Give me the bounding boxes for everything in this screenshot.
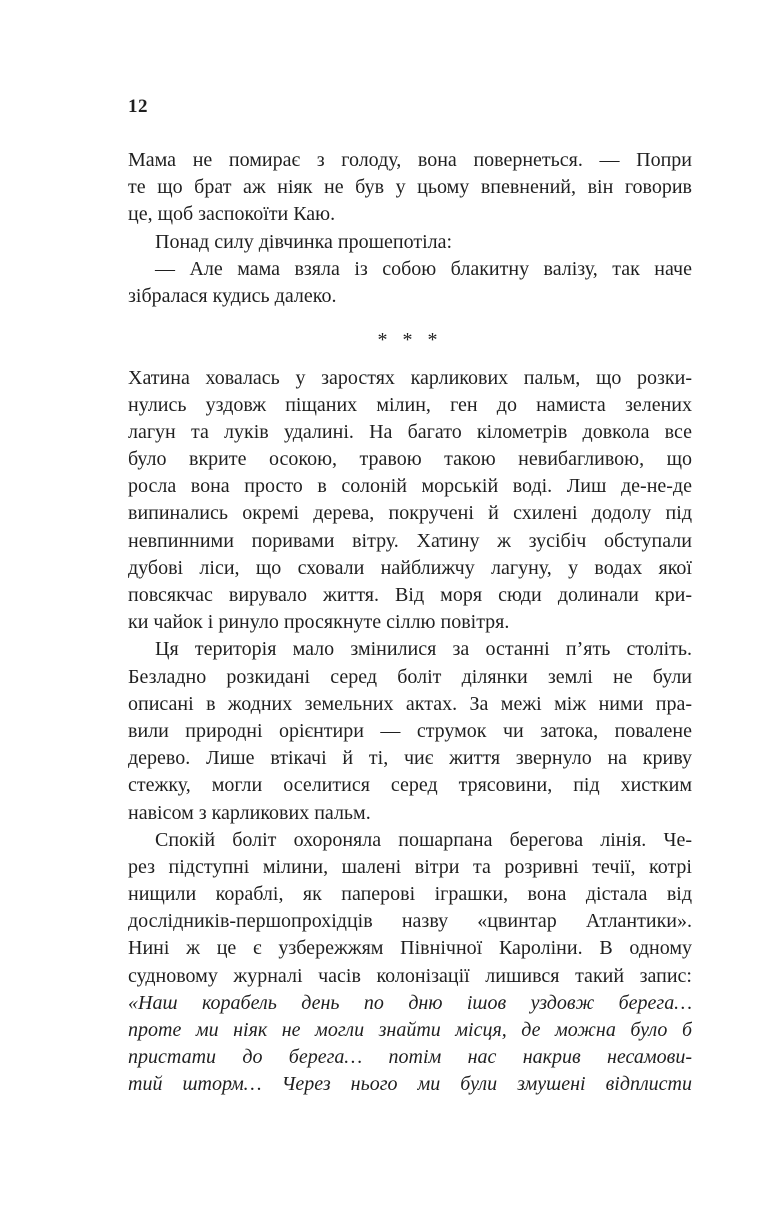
- page-number: 12: [128, 96, 148, 117]
- text-line: ки чайок і ринуло просякнуте сіллю повітря.: [128, 611, 510, 634]
- text-line: вили природні орієнтири — струмок чи затока, повалене: [128, 719, 692, 742]
- text-line: це, щоб заспокоїти Каю.: [128, 203, 336, 226]
- text-line: Спокій боліт охороняла пошарпана берегова лінія. Че-: [155, 828, 692, 851]
- text-line: Безладно розкидані серед боліт ділянки землі не були: [128, 665, 692, 688]
- text-line: Понад силу дівчинка прошепотіла:: [155, 230, 453, 253]
- paragraph: [128, 827, 692, 1099]
- text-line: описані в жодних земельних актах. За межі між ними пра-: [128, 692, 692, 715]
- text-line: навісом з карликових пальм.: [128, 801, 371, 824]
- paragraph: [128, 256, 692, 310]
- paragraph: [128, 147, 692, 229]
- section-separator: * * *: [377, 328, 443, 351]
- text-line: судновому журналі часів колонізації лишився такий запис:: [128, 964, 692, 987]
- text-line: Ця територія мало змінилися за останні п’ять століть.: [155, 638, 692, 661]
- text-block: [128, 147, 692, 1099]
- text-line: пристати до берега… потім нас накрив несамови-: [128, 1046, 692, 1069]
- text-line: — Але мама взяла із собою блакитну валізу, так наче: [155, 257, 692, 280]
- text-line: Нині ж це є узбережжям Північної Кароліни. В одному: [128, 937, 692, 960]
- text-line: стежку, могли оселитися серед трясовини, під хистким: [128, 774, 692, 797]
- paragraph: [128, 229, 692, 256]
- text-line: росла вона просто в солоній морській воді. Лиш де-не-де: [128, 475, 692, 498]
- paragraph: [128, 636, 692, 826]
- text-line: «Наш корабель день по дню ішов уздовж берега…: [128, 991, 692, 1014]
- text-line: було вкрите осокою, травою такою невибагливою, що: [128, 448, 692, 471]
- text-line: дослідників-першопрохідців назву «цвинтар Атлантики».: [128, 910, 692, 933]
- text-line: дубові ліси, що сховали найближчу лагуну, у водах якої: [128, 556, 692, 579]
- text-line: проте ми ніяк не могли знайти місця, де можна було б: [128, 1019, 692, 1042]
- text-line: лагун та луків удалині. На багато кілометрів довкола все: [128, 420, 692, 443]
- text-line: повсякчас вирувало життя. Від моря сюди долинали кри-: [128, 584, 692, 607]
- text-line: рез підступні мілини, шалені вітри та розривні течії, котрі: [128, 855, 692, 878]
- text-line: тий шторм… Через нього ми були змушені відплисти: [128, 1073, 692, 1096]
- text-line: те що брат аж ніяк не був у цьому впевнений, він говорив: [128, 176, 692, 199]
- text-line: дерево. Лише втікачі й ті, чиє життя звернуло на криву: [128, 747, 692, 770]
- text-line: Хатина ховалась у заростях карликових пальм, що розки-: [128, 366, 692, 389]
- text-line: випинались окремі дерева, покручені й схилені додолу під: [128, 502, 692, 525]
- text-line: зібралася кудись далеко.: [128, 284, 337, 307]
- text-line: нулись уздовж піщаних мілин, ген до намиста зелених: [128, 393, 692, 416]
- paragraph: [128, 365, 692, 637]
- text-line: нищили кораблі, як паперові іграшки, вона дістала від: [128, 883, 692, 906]
- text-line: Мама не помирає з голоду, вона повернеться. — Попри: [128, 149, 692, 171]
- text-line: невпинними поривами вітру. Хатину ж зусібіч обступали: [128, 529, 692, 552]
